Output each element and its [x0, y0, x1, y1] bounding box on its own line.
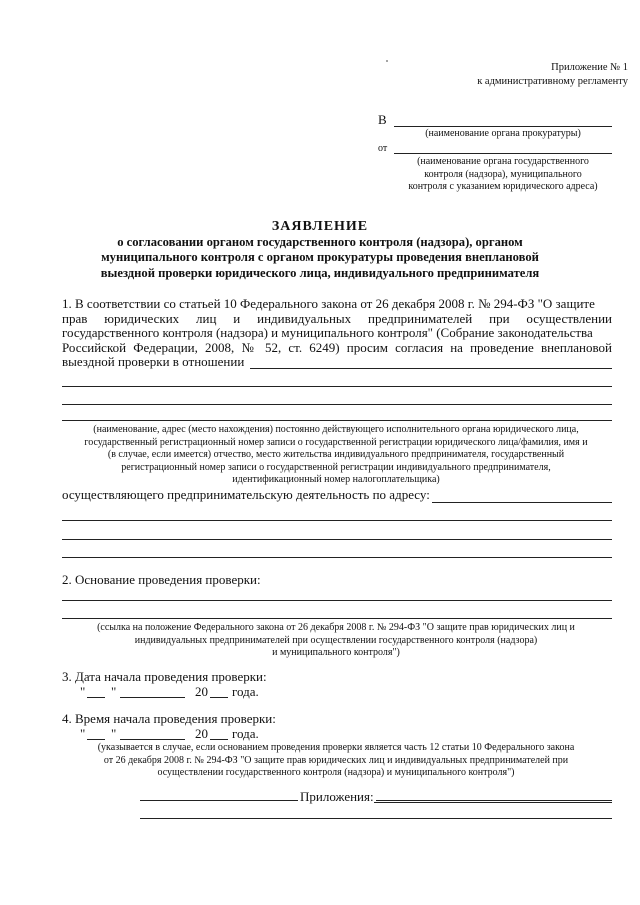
- start-time-day-field[interactable]: [87, 739, 105, 740]
- subject-field-line-2[interactable]: [62, 386, 612, 387]
- section1-paragraph: [62, 297, 612, 370]
- pre-attachments-line[interactable]: [140, 800, 612, 801]
- start-date-label: 3. Дата начала проведения проверки:: [62, 669, 267, 684]
- start-time-quote-close: ": [111, 726, 117, 741]
- start-month-field[interactable]: [120, 697, 185, 698]
- attachments-field-line-2[interactable]: [140, 818, 612, 819]
- start-time-year-prefix: 20: [195, 726, 208, 741]
- from-prefix: от: [378, 143, 388, 154]
- time-caption-3: осуществлении государственного контроля (надзора) и муниципального контроля"): [157, 767, 515, 778]
- start-date-quote-open: ": [80, 684, 86, 699]
- subtitle-line-3: выездной проверки юридического лица, индивидуального предпринимателя: [100, 265, 540, 280]
- subject-caption: [56, 424, 616, 487]
- section1-line-4: Российской Федерации, 2008, № 52, ст. 6249) просим согласия на проведение внеплановой: [62, 339, 612, 355]
- section1-line-2: прав юридических лиц и индивидуальных предпринимателей при осуществлении: [62, 310, 612, 326]
- basis-caption: [56, 622, 616, 660]
- address-label: осуществляющего предпринимательскую деятельность по адресу:: [62, 487, 430, 502]
- control-body-caption-2: контроля (надзора), муниципального: [424, 168, 582, 180]
- start-time-month-field[interactable]: [120, 739, 185, 740]
- appendix-number: Приложение № 1: [551, 62, 628, 73]
- subject-caption-2: государственный регистрационный номер записи о государственной регистрации юридического лица/фамилия, имя и: [84, 436, 588, 448]
- document-subtitle: [0, 235, 640, 281]
- subject-caption-1: (наименование, адрес (место нахождения) постоянно действующего исполнительного органа юридического лица,: [93, 424, 579, 435]
- appendix-regulation: к административному регламенту: [477, 76, 628, 87]
- basis-caption-3: и муниципального контроля"): [272, 647, 400, 658]
- time-caption: [56, 742, 616, 780]
- subject-caption-4: регистрационный номер записи о государственной регистрации индивидуального предпринимателя,: [121, 461, 551, 473]
- start-time-year-field[interactable]: [210, 739, 228, 740]
- basis-field-line-1[interactable]: [62, 600, 612, 601]
- time-caption-1: (указывается в случае, если основанием проведения проверки является часть 12 статьи 10 Федерального закона: [97, 742, 575, 753]
- start-date-quote-close: ": [111, 684, 117, 699]
- start-year-suffix: года.: [232, 684, 259, 699]
- start-year-field[interactable]: [210, 697, 228, 698]
- section1-line-3: государственного контроля (надзора) и муниципального контроля" (Собрание законодательства: [62, 325, 593, 341]
- prosecutor-caption: (наименование органа прокуратуры): [425, 128, 581, 139]
- time-caption-2: от 26 декабря 2008 г. № 294-ФЗ "О защите прав юридических лиц и индивидуальных предпринимателей при: [103, 754, 569, 766]
- start-day-field[interactable]: [87, 697, 105, 698]
- control-body-caption: [394, 156, 612, 194]
- document-title: ЗАЯВЛЕНИЕ: [271, 219, 369, 234]
- section1-line-5: выездной проверки в отношении: [62, 354, 245, 370]
- section1-line-1: 1. В соответствии со статьей 10 Федерального закона от 26 декабря 2008 г. № 294-ФЗ "О защите: [62, 296, 595, 311]
- basis-caption-2: индивидуальных предпринимателей при осуществлении государственного контроля (надзора): [134, 634, 538, 646]
- subject-caption-5: идентификационный номер налогоплательщика): [232, 474, 440, 485]
- to-prefix: В: [378, 112, 387, 127]
- basis-caption-1: (ссылка на положение Федерального закона от 26 декабря 2008 г. № 294-ФЗ "О защите прав юридических лиц и: [97, 622, 575, 633]
- subject-field-line-3[interactable]: [62, 404, 612, 405]
- appendix-note: [477, 61, 628, 89]
- address-field-line-3[interactable]: [62, 539, 612, 540]
- control-body-caption-3: контроля с указанием юридического адреса): [408, 181, 598, 192]
- basis-label: 2. Основание проведения проверки:: [62, 572, 261, 587]
- basis-field-line-2[interactable]: [62, 618, 612, 619]
- prosecutor-field-line[interactable]: [394, 126, 612, 127]
- scan-speck: [386, 60, 388, 62]
- start-year-prefix: 20: [195, 684, 208, 699]
- address-field-line-2[interactable]: [62, 520, 612, 521]
- address-field-line-4[interactable]: [62, 557, 612, 558]
- subject-field-line-1[interactable]: [250, 368, 612, 369]
- start-time-year-suffix: года.: [232, 726, 259, 741]
- attachments-label: Приложения:: [300, 789, 374, 804]
- start-time-quote-open: ": [80, 726, 86, 741]
- subtitle-line-2: муниципального контроля с органом прокуратуры проведения внеплановой: [101, 250, 539, 265]
- control-body-field-line[interactable]: [394, 153, 612, 154]
- subject-field-line-4[interactable]: [62, 420, 612, 421]
- subtitle-line-1: о согласовании органом государственного контроля (надзора), органом: [117, 235, 523, 249]
- control-body-caption-1: (наименование органа государственного: [417, 156, 589, 167]
- start-time-label: 4. Время начала проведения проверки:: [62, 711, 276, 726]
- subject-caption-3: (в случае, если имеется) отчество, место жительства индивидуального предпринимателя, государственный: [107, 449, 565, 460]
- attachments-field-line-1[interactable]: [374, 802, 612, 803]
- address-field-line-1[interactable]: [432, 502, 612, 503]
